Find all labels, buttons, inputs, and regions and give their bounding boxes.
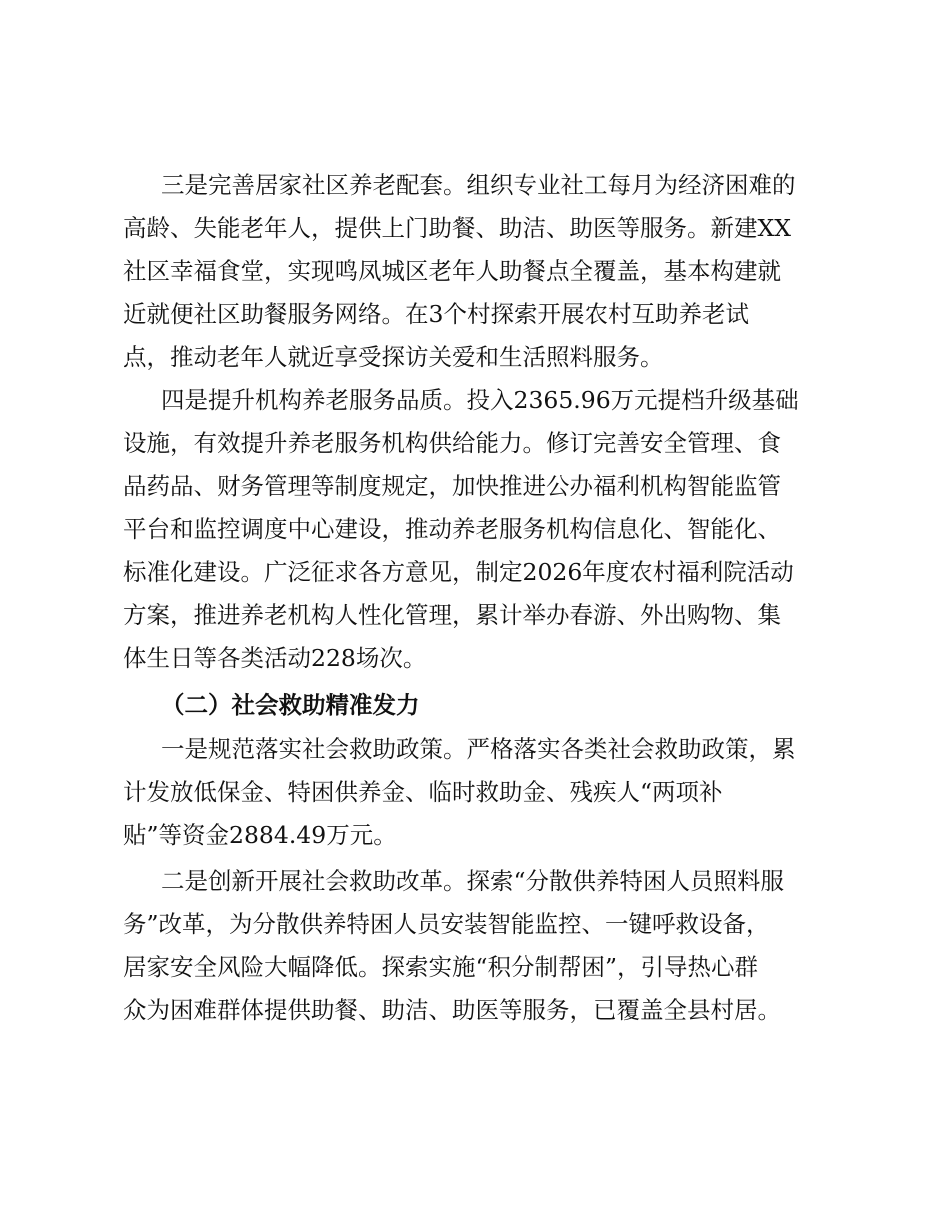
section-heading: （二）社会救助精准发力 [161,691,420,719]
paragraph-2-line-2: 设施，有效提升养老服务机构供给能力。修订完善安全管理、食 [123,429,781,457]
paragraph-4-line-1: 二是创新开展社会救助改革。探索“分散供养特困人员照料服 [161,867,785,895]
paragraph-3-line-3: 贴”等资金2884.49万元。 [123,821,397,849]
paragraph-1-line-2: 高龄、失能老年人，提供上门助餐、助洁、助医等服务。新建XX [123,214,791,242]
paragraph-2-line-3: 品药品、财务管理等制度规定，加快推进公办福利机构智能监管 [123,472,781,500]
paragraph-2-line-5: 标准化建设。广泛征求各方意见，制定2026年度农村福利院活动 [123,558,794,586]
paragraph-3-line-1: 一是规范落实社会救助政策。严格落实各类社会救助政策，累 [161,735,796,763]
paragraph-2-line-4: 平台和监控调度中心建设，推动养老服务机构信息化、智能化、 [123,515,781,543]
paragraph-2-line-6: 方案，推进养老机构人性化管理，累计举办春游、外出购物、集 [123,601,781,629]
paragraph-1-line-1: 三是完善居家社区养老配套。组织专业社工每月为经济困难的 [161,171,796,199]
paragraph-2-line-7: 体生日等各类活动228场次。 [123,644,427,672]
paragraph-1-line-4: 近就便社区助餐服务网络。在3个村探索开展农村互助养老试 [123,300,749,328]
paragraph-4-line-4: 众为困难群体提供助餐、助洁、助医等服务，已覆盖全县村居。 [123,996,781,1024]
paragraph-1-line-3: 社区幸福食堂，实现鸣凤城区老年人助餐点全覆盖，基本构建就 [123,257,781,285]
paragraph-1-line-5: 点，推动老年人就近享受探访关爱和生活照料服务。 [123,343,664,371]
paragraph-3-line-2: 计发放低保金、特困供养金、临时救助金、残疾人“两项补 [123,778,723,806]
paragraph-4-line-2: 务”改革，为分散供养特困人员安装智能监控、一键呼救设备， [123,910,770,938]
paragraph-2-line-1: 四是提升机构养老服务品质。投入2365.96万元提档升级基础 [161,386,799,414]
paragraph-4-line-3: 居家安全风险大幅降低。探索实施“积分制帮困”，引导热心群 [123,953,759,981]
